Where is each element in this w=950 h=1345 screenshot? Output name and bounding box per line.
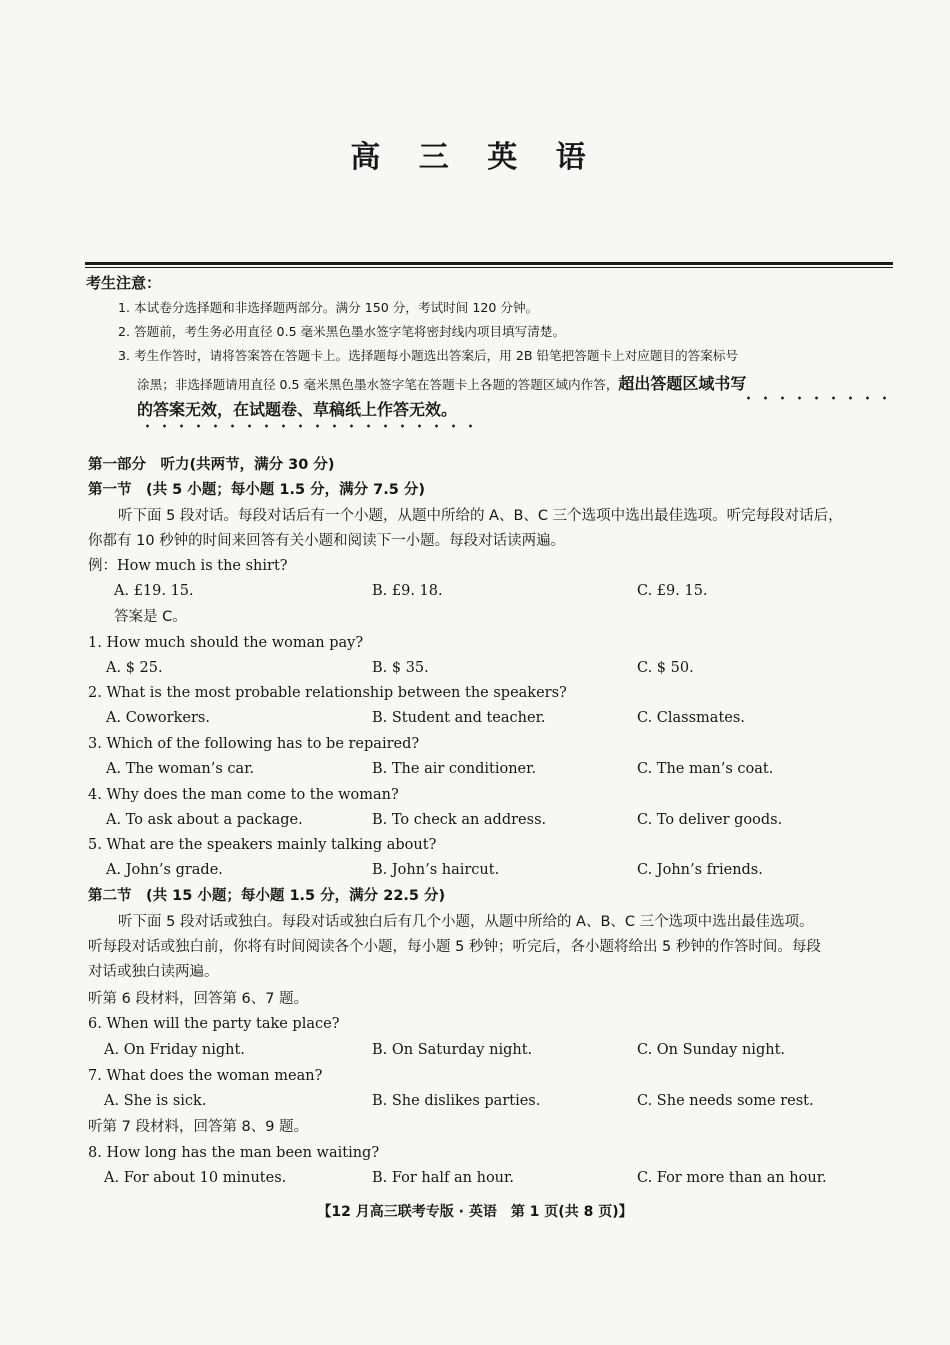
q7-option-b: B. She dislikes parties. <box>372 1093 541 1109</box>
notice-item-3-line-3: 的答案无效，在试题卷、草稿纸上作答无效。 <box>137 400 458 419</box>
notice-item-2: 2. 答题前，考生务必用直径 0.5 毫米黑色墨水签字笔将密封线内项目填写清楚。 <box>118 324 566 339</box>
question-8: 8. How long has the man been waiting? <box>88 1145 380 1161</box>
example-option-a: A. £19. 15. <box>114 583 194 599</box>
q3-option-c: C. The man’s coat. <box>637 761 774 777</box>
page-title: 高 三 英 语 <box>350 140 600 175</box>
q1-option-b: B. $ 35. <box>372 660 429 676</box>
example-option-b: B. £9. 18. <box>372 583 443 599</box>
section1-instructions-1: 听下面 5 段对话。每段对话后有一个小题，从题中所给的 A、B、C 三个选项中选出最佳选项。听完每段对话后， <box>118 508 843 524</box>
q3-option-a: A. The woman’s car. <box>106 761 255 777</box>
material-6-heading: 听第 6 段材料，回答第 6、7 题。 <box>88 991 309 1007</box>
q6-option-a: A. On Friday night. <box>104 1042 245 1058</box>
question-4: 4. Why does the man come to the woman? <box>88 787 399 803</box>
header-rule-thick <box>85 262 893 265</box>
example-question: 例：How much is the shirt? <box>88 558 288 574</box>
q7-option-a: A. She is sick. <box>104 1093 207 1109</box>
question-3: 3. Which of the following has to be repaired? <box>88 736 420 752</box>
q4-option-c: C. To deliver goods. <box>637 812 783 828</box>
notice-item-3-emphasis: 超出答题区域书写 <box>618 374 747 393</box>
notice-heading: 考生注意： <box>86 274 162 292</box>
notice-item-1: 1. 本试卷分选择题和非选择题两部分。满分 150 分，考试时间 120 分钟。 <box>118 300 539 315</box>
q5-option-b: B. John’s haircut. <box>372 862 500 878</box>
section2-instructions-1: 听下面 5 段对话或独白。每段对话或独白后有几个小题，从题中所给的 A、B、C 三个选项中选出最佳选项。 <box>118 914 814 930</box>
q3-option-b: B. The air conditioner. <box>372 761 537 777</box>
question-6: 6. When will the party take place? <box>88 1016 340 1032</box>
emphasis-dots-1 <box>740 396 888 400</box>
emphasis-dots-2 <box>139 424 477 428</box>
q6-option-c: C. On Sunday night. <box>637 1042 786 1058</box>
q8-option-b: B. For half an hour. <box>372 1170 514 1186</box>
q8-option-a: A. For about 10 minutes. <box>104 1170 287 1186</box>
question-7: 7. What does the woman mean? <box>88 1068 323 1084</box>
q1-option-a: A. $ 25. <box>106 660 163 676</box>
q6-option-b: B. On Saturday night. <box>372 1042 533 1058</box>
section2-instructions-2: 听每段对话或独白前，你将有时间阅读各个小题，每小题 5 秒钟；听完后，各小题将给出 5 秒钟的作答时间。每段 <box>88 939 821 955</box>
section2-instructions-3: 对话或独白读两遍。 <box>88 964 219 980</box>
notice-item-3-line-1: 3. 考生作答时，请将答案答在答题卡上。选择题每小题选出答案后，用 2B 铅笔把答题卡上对应题目的答案标号 <box>118 348 738 363</box>
notice-item-3-text: 涂黑；非选择题请用直径 0.5 毫米黑色墨水签字笔在答题卡上各题的答题区域内作答， <box>137 377 619 392</box>
q2-option-c: C. Classmates. <box>637 710 745 726</box>
q4-option-b: B. To check an address. <box>372 812 547 828</box>
example-option-c: C. £9. 15. <box>637 583 708 599</box>
notice-item-3-line-2 <box>137 374 746 395</box>
q1-option-c: C. $ 50. <box>637 660 694 676</box>
section2-heading: 第二节 (共 15 小题；每小题 1.5 分，满分 22.5 分) <box>88 888 446 904</box>
question-1: 1. How much should the woman pay? <box>88 635 364 651</box>
q7-option-c: C. She needs some rest. <box>637 1093 814 1109</box>
q2-option-b: B. Student and teacher. <box>372 710 546 726</box>
section1-instructions-2: 你都有 10 秒钟的时间来回答有关小题和阅读下一小题。每段对话读两遍。 <box>88 533 566 549</box>
material-7-heading: 听第 7 段材料，回答第 8、9 题。 <box>88 1119 309 1135</box>
q5-option-a: A. John’s grade. <box>106 862 223 878</box>
page-footer: 【12 月高三联考专版 · 英语 第 1 页(共 8 页)】 <box>317 1204 633 1220</box>
part1-heading: 第一部分 听力(共两节，满分 30 分) <box>88 457 335 473</box>
q8-option-c: C. For more than an hour. <box>637 1170 827 1186</box>
section1-heading: 第一节 (共 5 小题；每小题 1.5 分，满分 7.5 分) <box>88 482 426 498</box>
header-rule-thin <box>85 267 893 268</box>
question-5: 5. What are the speakers mainly talking about? <box>88 837 437 853</box>
example-answer: 答案是 C。 <box>114 609 187 625</box>
question-2: 2. What is the most probable relationship between the speakers? <box>88 685 567 701</box>
q5-option-c: C. John’s friends. <box>637 862 763 878</box>
q2-option-a: A. Coworkers. <box>106 710 210 726</box>
q4-option-a: A. To ask about a package. <box>106 812 303 828</box>
